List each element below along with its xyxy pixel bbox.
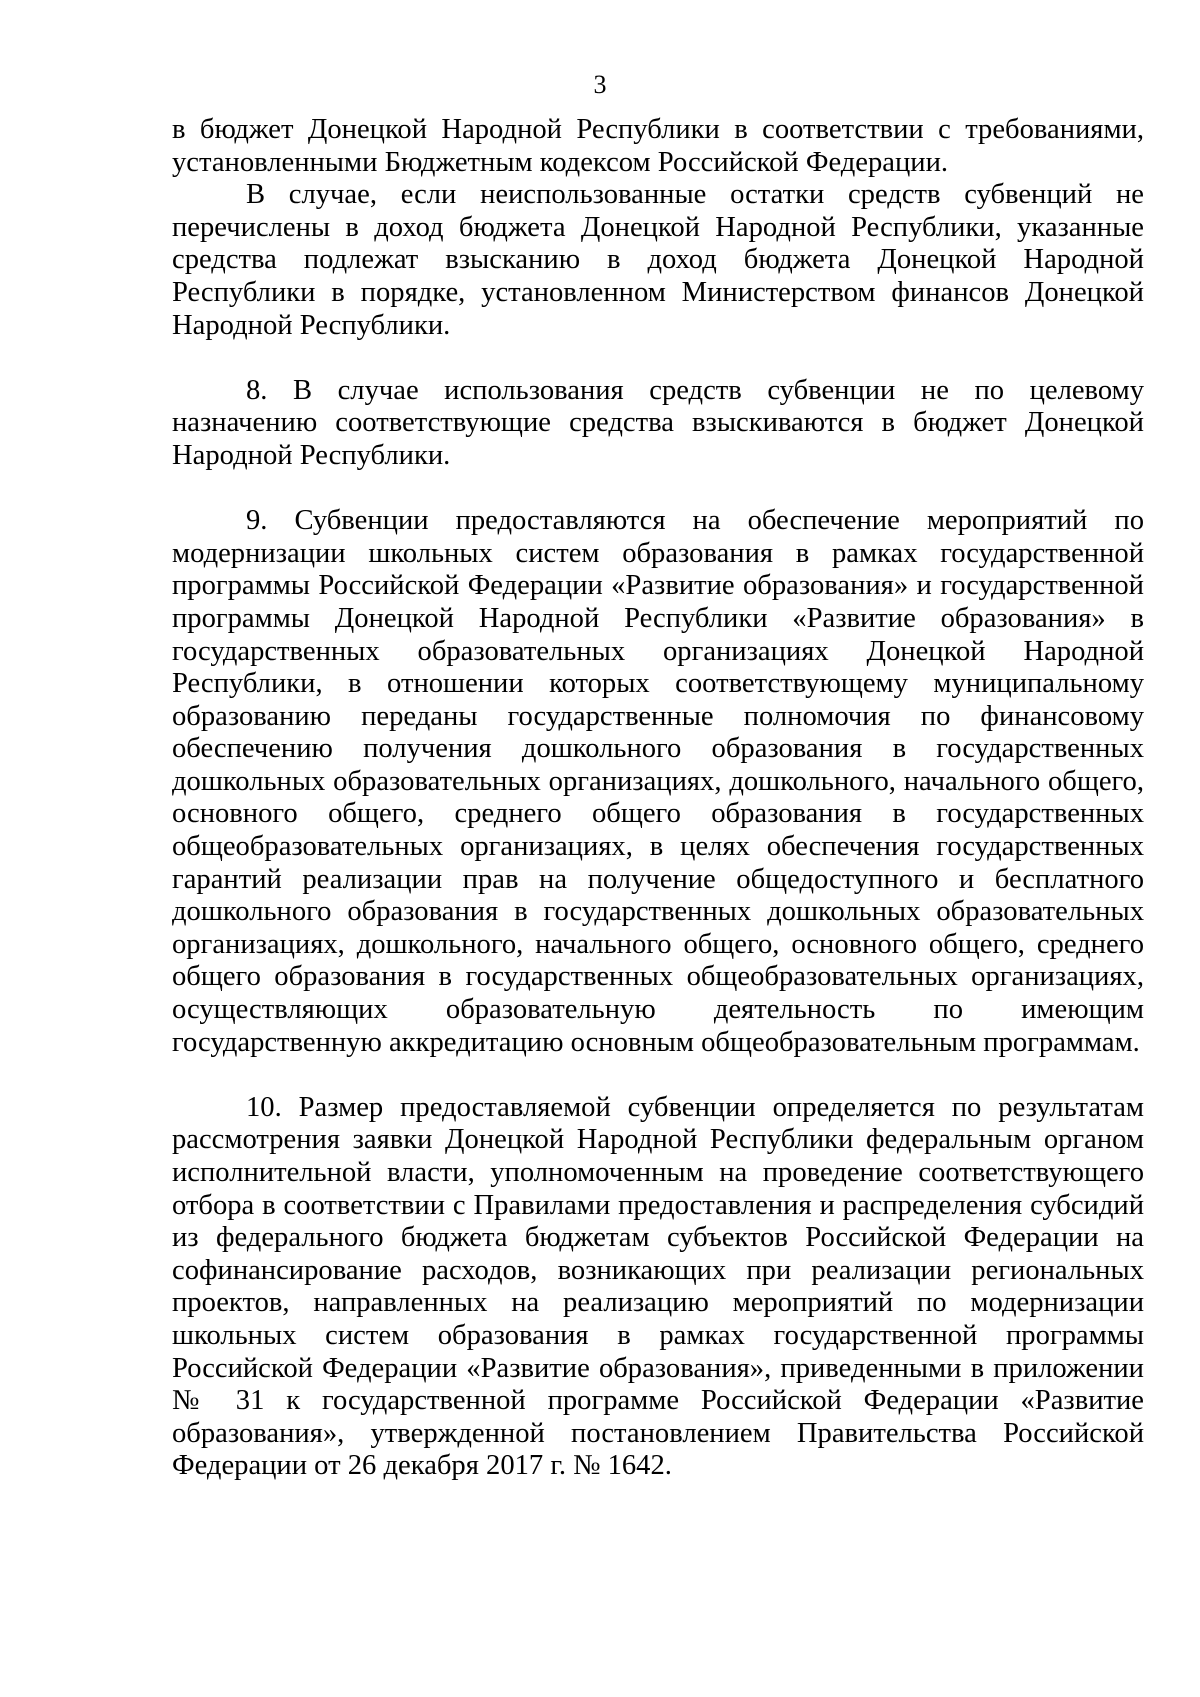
- document-body: [172, 114, 1144, 1483]
- page-number: 3: [593, 70, 607, 99]
- paragraph-spacer: [172, 473, 1144, 506]
- paragraph-clause-8: 8. В случае использования средств субвенции не по целевому назначению соответствующие средства взыскиваются в бюджет Донецкой Народной Республики.: [172, 374, 1144, 471]
- paragraph-spacer: [172, 1059, 1144, 1092]
- paragraph-clause-10: 10. Размер предоставляемой субвенции определяется по результатам рассмотрения заявки Донецкой Народной Республики федеральным органом исполнительной власти, уполномоченным на проведение соответствующего отбора в соответствии с Правилами предоставления и распределения субсидий из федерального бюджета бюджетам субъектов Российской Федерации на софинансирование расходов, возникающих при реализации региональных проектов, направленных на реализацию мероприятий по модернизации школьных систем образования в рамках государственной программы Российской Федерации «Развитие образования», приведенными в приложении № 31 к государственной программе Российской Федерации «Развитие образования», утвержденной постановлением Правительства Российской Федерации от 26 декабря 2017 г. № 1642.: [172, 1091, 1144, 1482]
- paragraph-unused-balances: В случае, если неиспользованные остатки средств субвенций не перечислены в доход бюджета Донецкой Народной Республики, указанные средства подлежат взысканию в доход бюджета Донецкой Народной Республики в порядке, установленном Министерством финансов Донецкой Народной Республики.: [172, 179, 1144, 341]
- paragraph-budget-return: в бюджет Донецкой Народной Республики в соответствии с требованиями, установленными Бюджетным кодексом Российской Федерации.: [172, 114, 1144, 178]
- paragraph-spacer: [172, 342, 1144, 375]
- paragraph-clause-9: 9. Субвенции предоставляются на обеспечение мероприятий по модернизации школьных систем образования в рамках государственной программы Российской Федерации «Развитие образования» и государственной программы Донецкой Народной Республики «Развитие образования» в государственных образовательных организациях Донецкой Народной Республики, в отношении которых соответствующему муниципальному образованию переданы государственные полномочия по финансовому обеспечению получения дошкольного образования в государственных дошкольных образовательных организациях, дошкольного, начального общего, основного общего, среднего общего образования в государственных общеобразовательных организациях, в целях обеспечения государственных гарантий реализации прав на получение общедоступного и бесплатного дошкольного образования в государственных дошкольных образовательных организациях, дошкольного, начального общего, основного общего, среднего общего образования в государственных общеобразовательных организациях, осуществляющих образовательную деятельность по имеющим государственную аккредитацию основным общеобразовательным программам.: [172, 505, 1144, 1058]
